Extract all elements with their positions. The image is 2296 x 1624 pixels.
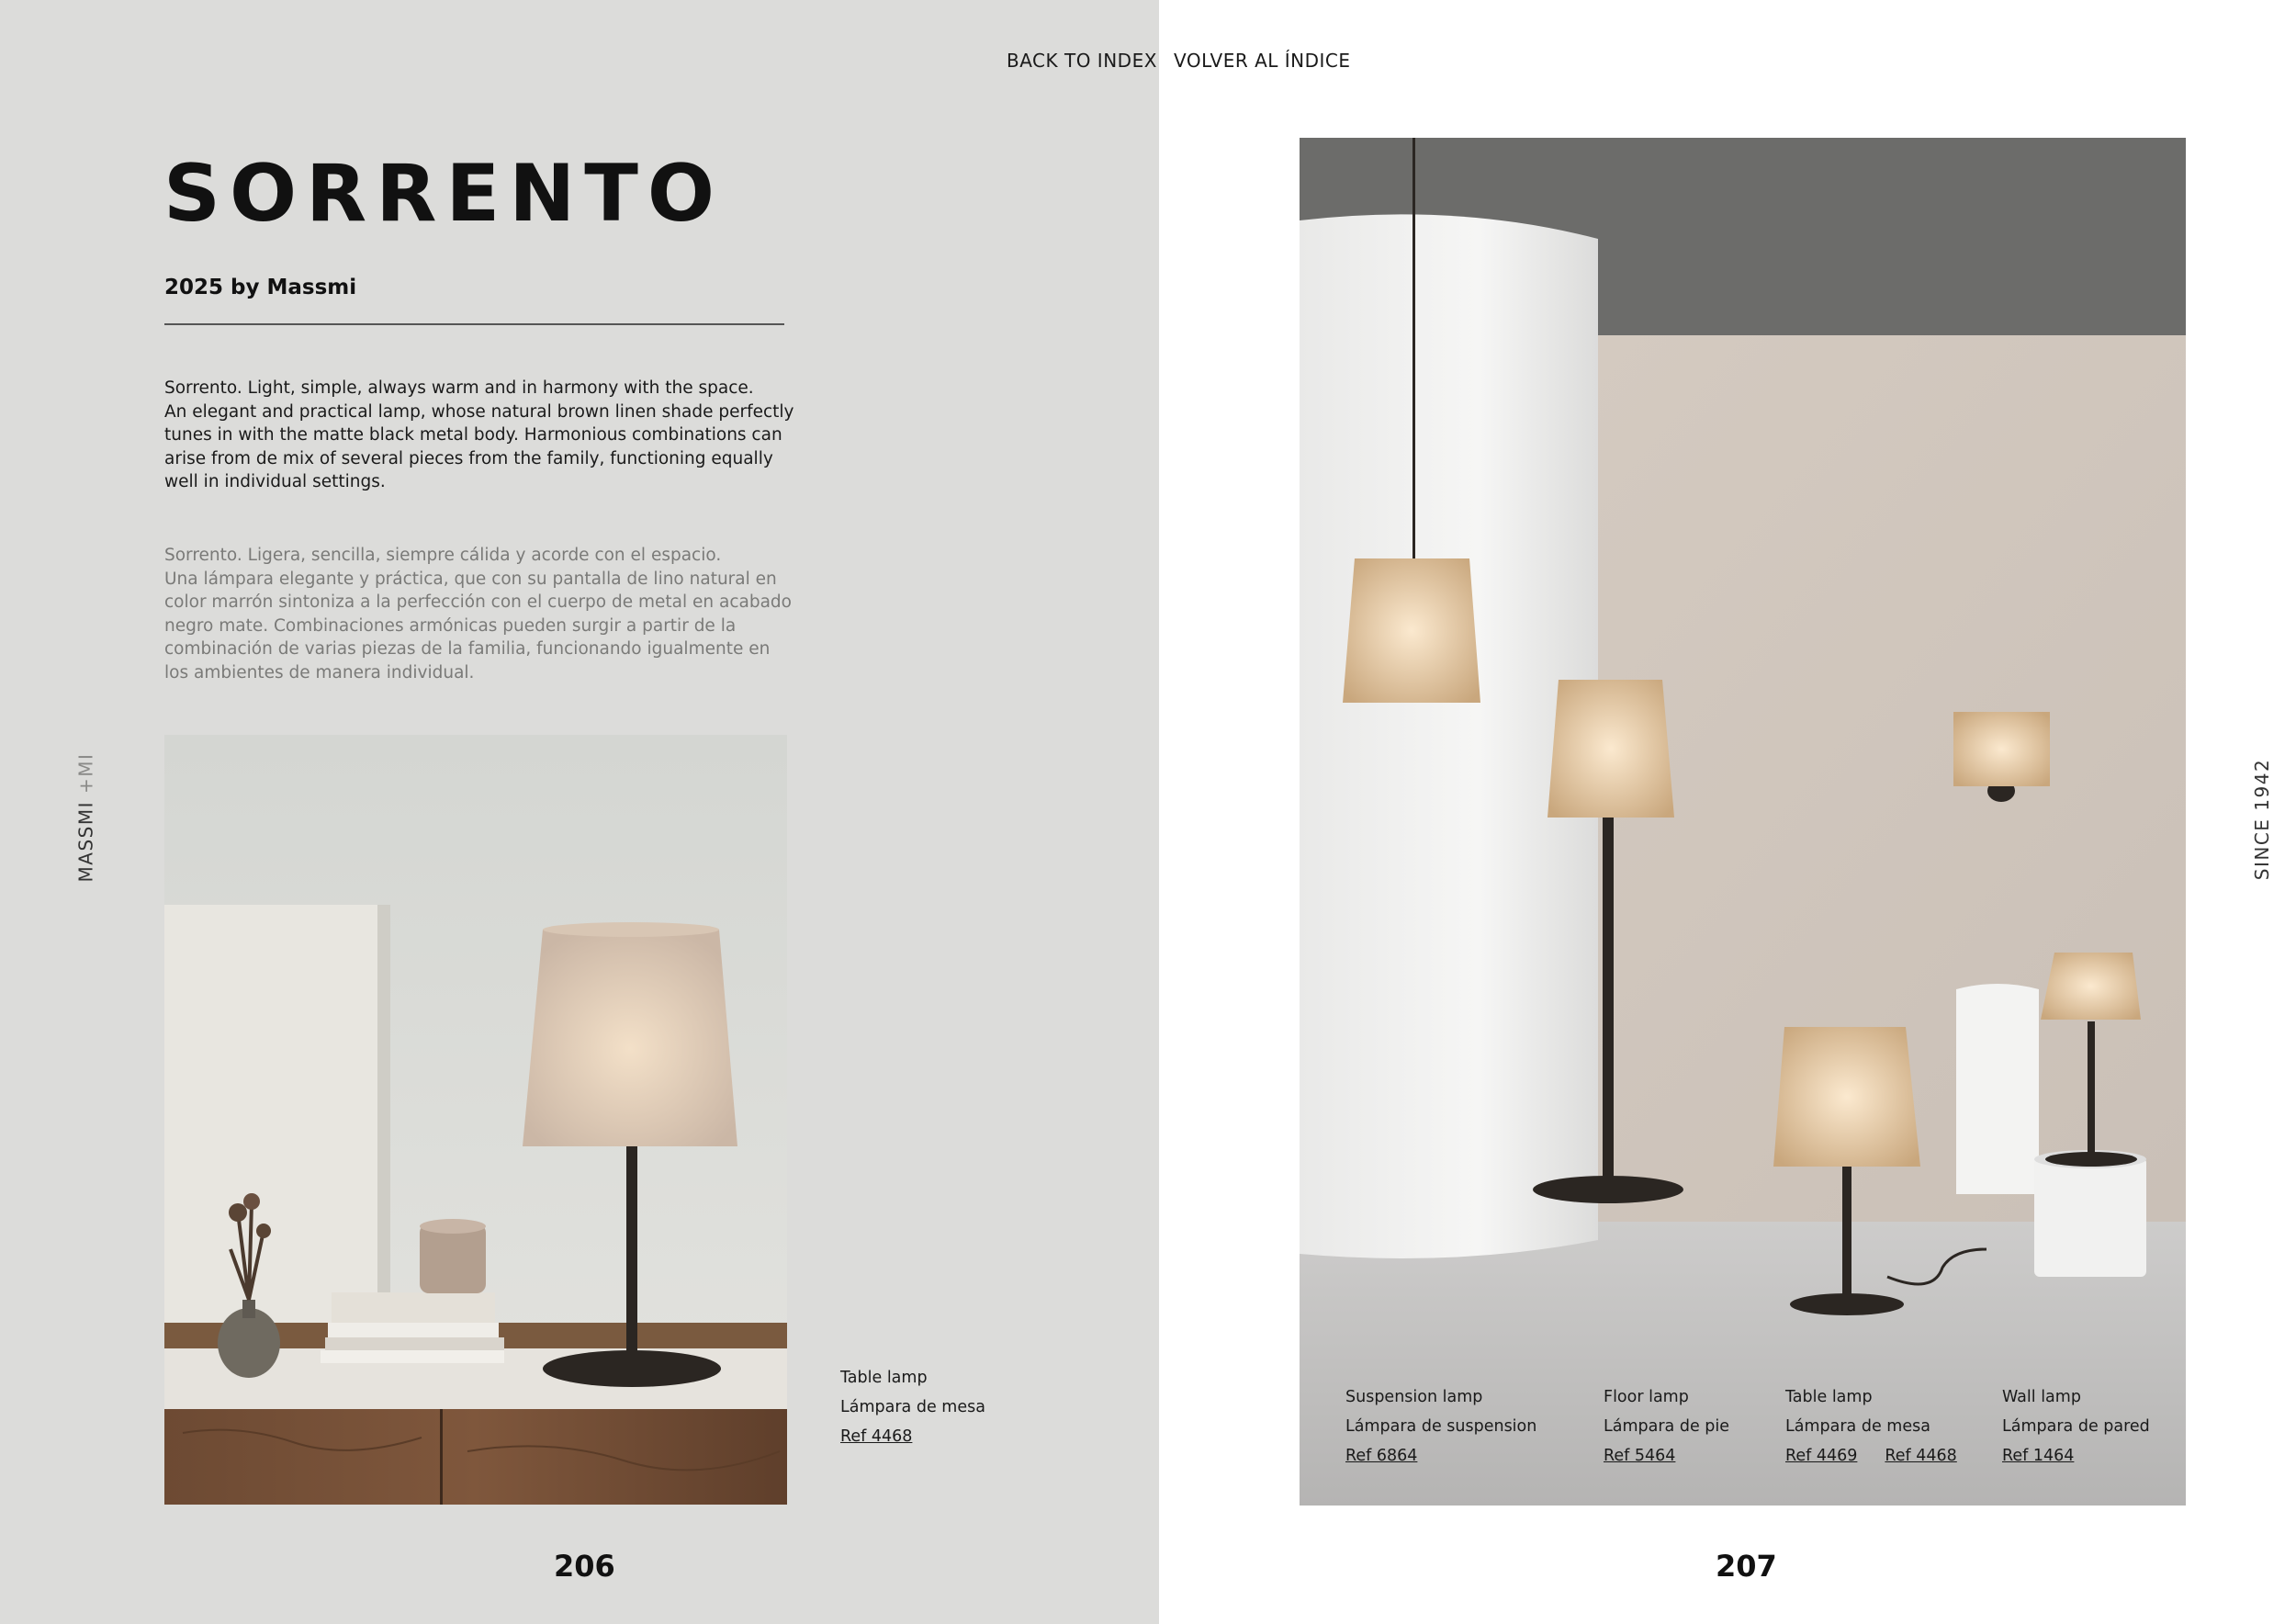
page-number-left: 206 [554, 1549, 615, 1584]
back-to-index-link[interactable]: BACK TO INDEX [1007, 50, 1157, 72]
caption-en: Wall lamp [2002, 1388, 2081, 1406]
ref-link[interactable]: Ref 4468 [840, 1427, 913, 1446]
since-side-label: SINCE 1942 [2251, 758, 2274, 881]
ref-link[interactable]: Ref 4468 [1885, 1447, 1957, 1465]
brand-logo-mark: +MI [74, 752, 97, 794]
page-number-right: 207 [1716, 1549, 1777, 1584]
caption-en: Suspension lamp [1345, 1388, 1483, 1406]
caption-es: Lámpara de pie [1604, 1417, 1730, 1436]
caption-es: Lámpara de mesa [840, 1398, 985, 1416]
wall-lamp-caption [2002, 1382, 2150, 1471]
ref-link[interactable]: Ref 1464 [2002, 1447, 2075, 1465]
brand-side-label [74, 753, 96, 883]
family-lamps-photo [1300, 138, 2186, 1506]
ref-link[interactable]: Ref 6864 [1345, 1447, 1418, 1465]
caption-es: Lámpara de suspension [1345, 1417, 1537, 1436]
volver-al-indice-link[interactable]: VOLVER AL ÍNDICE [1174, 50, 1351, 72]
table-lamp-caption-right [1785, 1382, 1957, 1471]
description-en: Sorrento. Light, simple, always warm and in harmony with the space. An elegant and practical lamp, whose natural brown linen shade perfectly tunes in with the matte black metal body. Harmonious combinations can arise from de mix of several pieces from the family, functioning equally well in individual settings. [164, 378, 794, 491]
table-lamp-caption [840, 1363, 985, 1451]
table-lamp-scene [164, 735, 787, 1505]
caption-en: Table lamp [840, 1369, 928, 1387]
caption-en: Floor lamp [1604, 1388, 1689, 1406]
family-lamps-scene [1300, 138, 2186, 1506]
caption-es: Lámpara de mesa [1785, 1417, 1930, 1436]
brand-name: MASSMI [74, 800, 97, 883]
table-lamp-photo [164, 735, 787, 1505]
ref-link[interactable]: Ref 5464 [1604, 1447, 1676, 1465]
ref-link[interactable]: Ref 4469 [1785, 1447, 1858, 1465]
suspension-lamp-caption [1345, 1382, 1536, 1471]
product-subtitle: 2025 by Massmi [164, 276, 357, 299]
title-divider [164, 323, 784, 325]
caption-es: Lámpara de pared [2002, 1417, 2150, 1436]
caption-en: Table lamp [1785, 1388, 1873, 1406]
product-title: SORRENTO [163, 148, 724, 240]
description-es: Sorrento. Ligera, sencilla, siempre cálida y acorde con el espacio. Una lámpara elegante y práctica, que con su pantalla de lino natural en color marrón sintoniza a la perfección con el cuerpo de metal en acabado negro mate. Combinaciones armónicas pueden surgir a partir de la combinación de varias piezas de la familia, funcionando igualmente en los ambientes de manera individual. [164, 546, 792, 682]
floor-lamp-caption [1604, 1382, 1729, 1471]
